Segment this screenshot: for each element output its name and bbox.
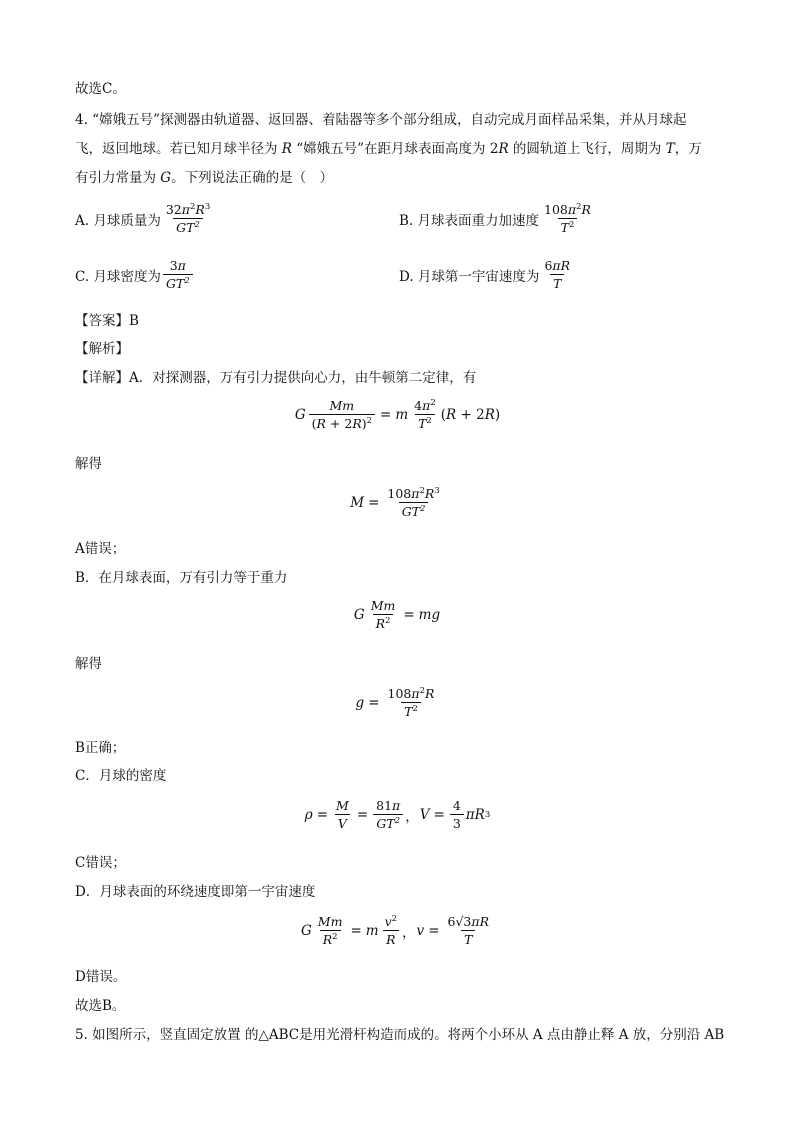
previous-answer: 故选C。 [75, 81, 126, 97]
d-intro: D．月球表面的环绕速度即第一宇宙速度 [75, 884, 316, 900]
c-intro: C．月球的密度 [75, 768, 167, 784]
solve-label-1: 解得 [75, 456, 102, 472]
answer-line: 【答案】B [75, 313, 139, 329]
question-5-line-1: 5. 如图所示，竖直固定放置 的△ABC是用光滑杆构造而成的。将两个小环从 A 点由静止释 A 放，分别沿 AB [75, 1027, 725, 1043]
option-d: D. 月球第一宇宙速度为 $\frac{6\pi R}{T}$ [399, 258, 571, 291]
equation-gravity-centripetal: G $\frac{Mm}{(R + 2R)^2}$ = m $\frac{4\pi^2}{T^2}$ (R + 2R) [294, 398, 501, 431]
c-wrong: C错误； [75, 855, 126, 871]
equation-density: ρ = $\frac{M}{V}$ = $\frac{81\pi}{GT^2}$ ， V = $\frac{4}{3}$ πR 3 [304, 798, 491, 831]
b-intro: B．在月球表面，万有引力等于重力 [75, 570, 288, 586]
a-wrong: A错误； [75, 541, 126, 557]
equation-surface-gravity: G $\frac{Mm}{R^2}$ = mg [353, 598, 441, 631]
question-4-line-3: 有引力常量为 G。下列说法正确的是（ ） [75, 170, 334, 186]
equation-first-cosmic-velocity: G $\frac{Mm}{R^2}$ = m $\frac{v^2}{R}$ ， v = $\frac{6√3\pi R}{T}$ [300, 914, 490, 947]
option-a: A. 月球质量为 $\frac{32\pi^2R^3}{GT^2}$ [75, 202, 211, 235]
analysis-title: 【解析】 [75, 341, 129, 357]
option-b: B. 月球表面重力加速度 $\frac{108\pi^2R}{T^2}$ [399, 202, 591, 235]
equation-g: g = $\frac{108\pi^2R}{T^2}$ [355, 686, 435, 719]
option-c: C. 月球密度为 $\frac{3\pi}{GT^2}$ [75, 258, 195, 291]
detail-intro: 【详解】A．对探测器，万有引力提供向心力，由牛顿第二定律，有 [75, 370, 477, 386]
question-4-line-1: 4. “嫦娥五号”探测器由轨道器、返回器、着陆器等多个部分组成，自动完成月面样品采集，并从月球起 [75, 112, 687, 128]
b-right: B正确； [75, 740, 126, 756]
solve-label-2: 解得 [75, 656, 102, 672]
equation-mass: M = $\frac{108\pi^2R^3}{GT^2}$ [350, 486, 440, 519]
d-wrong: D错误。 [75, 969, 127, 985]
question-4-line-2: 飞，返回地球。若已知月球半径为 R “嫦娥五号”在距月球表面高度为 2R 的圆轨道上飞行，周期为 T，万 [75, 141, 702, 157]
conclusion: 故选B。 [75, 998, 126, 1014]
